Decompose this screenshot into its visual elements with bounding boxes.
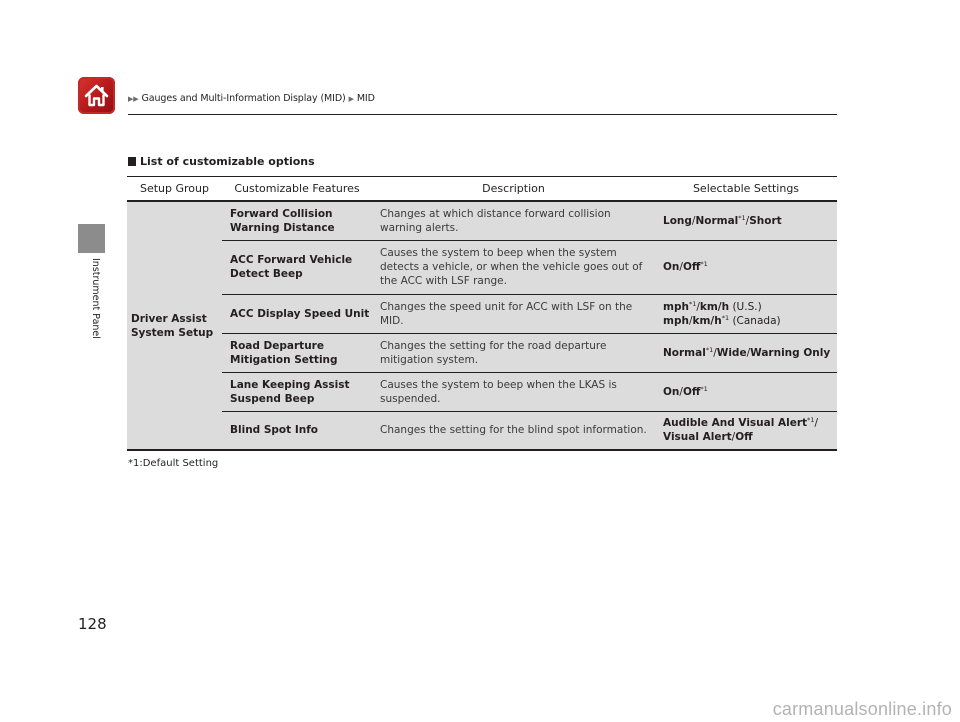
section-title-text: List of customizable options (140, 155, 315, 168)
column-header: Description (372, 177, 655, 202)
table-row (127, 294, 837, 333)
footnote-marker: *1 (807, 416, 815, 425)
footnote-marker: *1 (700, 260, 708, 268)
setting-option: / (696, 300, 700, 313)
setting-option: Wide (716, 346, 747, 359)
setting-option: mph (663, 314, 689, 327)
description-cell: Causes the system to beep when the LKAS is suspended. (372, 372, 655, 411)
footnote-marker: *1 (688, 299, 697, 308)
setting-option: / (679, 385, 683, 398)
setting-option: (Canada) (729, 314, 781, 327)
breadcrumb-arrow-icon: ▶ (348, 95, 354, 103)
column-header: Setup Group (127, 177, 222, 202)
table-row (127, 240, 837, 294)
settings-cell (655, 372, 837, 411)
setting-option: / (731, 431, 736, 444)
setting-option: km/h (692, 314, 722, 327)
setting-option: / (745, 214, 750, 227)
setting-option: / (814, 417, 818, 430)
chapter-label: Instrument Panel (90, 258, 101, 339)
setting-option: / (688, 314, 693, 327)
setting-option: Off (682, 385, 701, 398)
footnote-marker: *1 (705, 345, 714, 354)
page-number: 128 (78, 615, 107, 633)
feature-cell: Road Departure Mitigation Setting (222, 333, 372, 372)
setting-option: Visual Alert (663, 431, 732, 444)
setting-option: Audible And Visual Alert (663, 417, 808, 430)
feature-cell: Lane Keeping Assist Suspend Beep (222, 372, 372, 411)
footnote: *1:Default Setting (128, 458, 219, 469)
customizable-options-table (127, 176, 837, 451)
setting-option: (U.S.) (729, 300, 762, 313)
table-row (127, 201, 837, 240)
settings-cell (655, 201, 837, 240)
chapter-tab[interactable] (78, 224, 105, 253)
setup-group-cell: Driver Assist System Setup (127, 201, 222, 450)
feature-cell: Blind Spot Info (222, 411, 372, 450)
breadcrumb-link-gauges[interactable]: Gauges and Multi-Information Display (MID) (141, 93, 346, 104)
column-header: Customizable Features (222, 177, 372, 202)
setting-option: / (713, 346, 717, 359)
description-cell: Changes at which distance forward collision warning alerts. (372, 201, 655, 240)
feature-cell: ACC Forward Vehicle Detect Beep (222, 240, 372, 294)
column-header: Selectable Settings (655, 177, 837, 202)
breadcrumb (128, 93, 375, 104)
settings-cell (655, 411, 837, 450)
setting-option: Warning Only (750, 346, 831, 359)
setting-option: On (663, 385, 680, 398)
setting-option: mph (663, 300, 689, 313)
settings-cell (655, 240, 837, 294)
breadcrumb-link-mid[interactable]: MID (356, 93, 375, 104)
settings-cell (655, 333, 837, 372)
feature-cell: ACC Display Speed Unit (222, 294, 372, 333)
breadcrumb-arrow-icon: ▶▶ (128, 95, 139, 103)
section-title (128, 155, 315, 168)
setting-option: On (663, 261, 680, 273)
setting-option: / (746, 346, 751, 359)
setting-option: Off (735, 431, 753, 444)
square-bullet-icon (128, 157, 136, 166)
setting-option: Normal (663, 346, 706, 359)
description-cell: Changes the setting for the road departure mitigation system. (372, 333, 655, 372)
setting-option: Long (663, 214, 692, 227)
setting-option: Off (682, 261, 701, 273)
home-icon (83, 82, 110, 109)
setting-option: / (679, 261, 683, 273)
description-cell: Causes the system to beep when the system detects a vehicle, or when the vehicle goes out of the ACC with LSF range. (372, 240, 655, 294)
settings-cell (655, 294, 837, 333)
table-header-row (127, 177, 837, 202)
table-row (127, 411, 837, 450)
table-row (127, 333, 837, 372)
setting-option: Short (749, 214, 782, 227)
description-cell: Changes the setting for the blind spot information. (372, 411, 655, 450)
footnote-marker: *1 (721, 313, 730, 322)
setting-option: km/h (699, 300, 730, 313)
footnote-marker: *1 (700, 384, 708, 393)
setting-option: / (691, 214, 696, 227)
header-divider (128, 114, 837, 115)
setting-option: Normal (695, 214, 739, 227)
table-row (127, 372, 837, 411)
feature-cell: Forward Collision Warning Distance (222, 201, 372, 240)
description-cell: Changes the speed unit for ACC with LSF on the MID. (372, 294, 655, 333)
home-button[interactable] (78, 77, 115, 114)
watermark: carmanualsonline.info (772, 699, 952, 719)
footnote-marker: *1 (738, 213, 746, 222)
